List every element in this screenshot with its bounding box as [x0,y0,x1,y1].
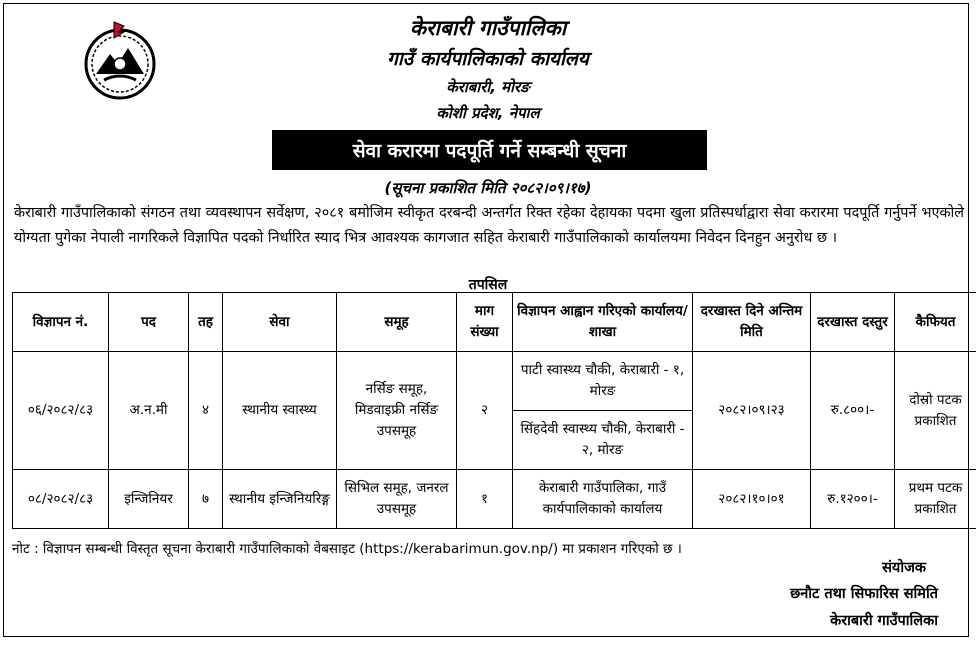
publish-date: (सूचना प्रकाशित मिति २०८२।०९।१७) [384,179,592,197]
signature-org: केराबारी गाउँपालिका [830,613,938,629]
vacancy-table [12,292,976,529]
fee-cell: रु.८००।- [811,352,895,470]
website-note: नोट : विज्ञापन सम्बन्धी विस्तृत सूचना केराबारी गाउँपालिकाको वेबसाइट (https://kerabarimun.gov.np/) मा प्रकाशन गरिएको छ । [12,541,682,557]
ad-no-cell: ०८/२०८२/८३ [13,470,109,529]
post-cell: अ.न.मी [109,352,189,470]
demand-cell: १ [457,470,513,529]
office-cell: केराबारी गाउँपालिका, गाउँ कार्यपालिकाको कार्यालय [513,470,693,529]
col-header-demand: माग संख्या [457,293,513,352]
col-header-level: तह [189,293,223,352]
office-name: गाउँ कार्यपालिकाको कार्यालय [387,48,589,70]
notice-body: केराबारी गाउँपालिकाको संगठन तथा व्यवस्थापन सर्वेक्षण, २०८१ बमोजिम स्वीकृत दरबन्दी अन्तर्गत रिक्त रहेका देहायका पदमा खुला प्रतिस्पर्धाद्वारा सेवा करारमा पदपूर्ति गर्नुपर्ने भएकोले योग्यता पुगेका नेपाली नागरिकले विज्ञापित पदको निर्धारित स्याद भित्र आवश्यक कागजात सहित केराबारी गाउँपालिकाको कार्यालयमा निवेदन दिनहुन अनुरोध छ । [14,205,964,246]
col-header-ad-no: विज्ञापन नं. [13,293,109,352]
table-row [13,470,976,529]
demand-cell: २ [457,352,513,470]
col-header-group: समूह [337,293,457,352]
table-header-row [13,293,976,352]
level-cell: ७ [189,470,223,529]
notice-title: सेवा करारमा पदपूर्ति गर्ने सम्बन्धी सूचना [272,130,707,170]
province-line: कोशी प्रदेश, नेपाल [436,104,540,122]
col-header-deadline: दरखास्त दिने अन्तिम मिति [693,293,811,352]
ad-no-cell: ०६/२०८२/८३ [13,352,109,470]
deadline-cell: २०८२।१०।०१ [693,470,811,529]
office-cell: पाटी स्वास्थ्य चौकी, केराबारी - १, मोरङ [513,352,693,411]
col-header-office: विज्ञापन आह्वान गरिएको कार्यालय/ शाखा [513,293,693,352]
col-header-fee: दरखास्त दस्तुर [811,293,895,352]
fee-cell: रु.१२००।- [811,470,895,529]
table-row [13,352,976,411]
col-header-remarks: कैफियत [895,293,976,352]
service-cell: स्थानीय इन्जिनियरिङ्ग [223,470,337,529]
deadline-cell: २०८२।०९।२३ [693,352,811,470]
col-header-service: सेवा [223,293,337,352]
group-cell: नर्सिङ समूह, मिडवाइफ्री नर्सिङ उपसमूह [337,352,457,470]
office-address: केराबारी, मोरङ [446,78,530,96]
remarks-cell: प्रथम पटक प्रकाशित [895,470,976,529]
office-cell: सिंहदेवी स्वास्थ्य चौकी, केराबारी - २, मोरङ [513,411,693,470]
post-cell: इन्जिनियर [109,470,189,529]
service-cell: स्थानीय स्वास्थ्य [223,352,337,470]
col-header-post: पद [109,293,189,352]
remarks-cell: दोस्रो पटक प्रकाशित [895,352,976,470]
signature-role: संयोजक [882,560,926,576]
table-caption: तपसिल [468,277,508,293]
signature-committee: छनौट तथा सिफारिस समिति [790,586,938,602]
level-cell: ४ [189,352,223,470]
municipality-name: केराबारी गाउँपालिका [409,16,567,40]
group-cell: सिभिल समूह, जनरल उपसमूह [337,470,457,529]
